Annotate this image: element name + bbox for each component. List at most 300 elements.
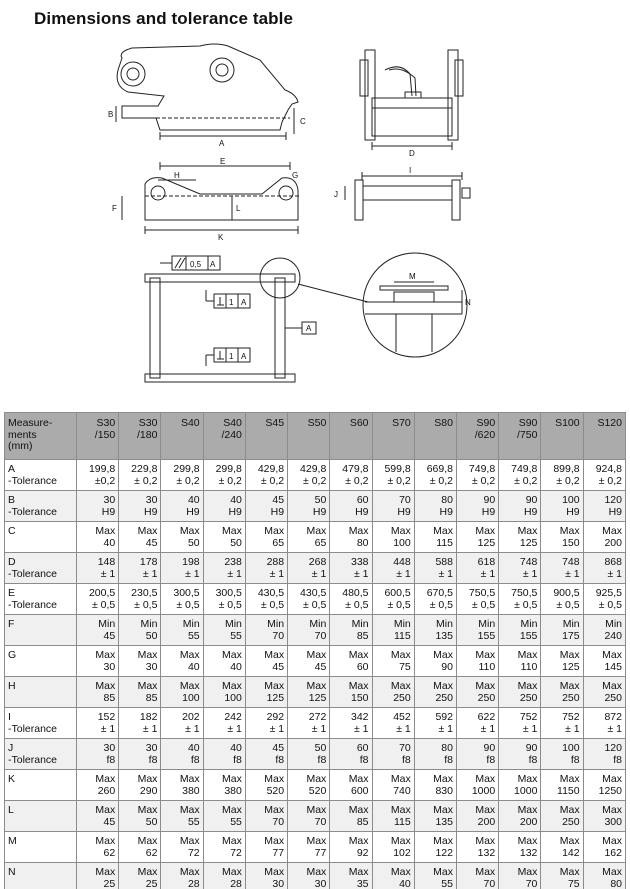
column-header: [372, 413, 414, 460]
row-label-line: -Tolerance: [8, 567, 58, 580]
table-cell-line: Max: [137, 680, 158, 692]
row-label: [5, 553, 77, 584]
table-cell: [330, 708, 372, 739]
column-header: [541, 413, 583, 460]
table-cell: [203, 584, 245, 615]
table-row: [5, 553, 626, 584]
table-cell: [541, 491, 583, 522]
table-cell-line: Max: [475, 649, 496, 661]
table-cell: [541, 863, 583, 889]
column-header: [203, 413, 245, 460]
table-cell-line: 100: [393, 536, 411, 549]
table-cell-line: 30: [103, 494, 116, 506]
table-cell-line: Max: [433, 866, 453, 878]
table-cell-line: 430,5: [257, 587, 285, 599]
table-cell: [456, 522, 498, 553]
table-cell: [541, 801, 583, 832]
table-cell-line: H9: [228, 505, 242, 518]
table-cell: [288, 553, 330, 584]
table-cell-line: 85: [145, 691, 158, 704]
table-cell-line: ± 1: [185, 567, 200, 580]
table-cell-line: ± 0,5: [598, 598, 622, 611]
table-cell-line: 242: [224, 711, 242, 723]
table-cell-line: 28: [230, 877, 242, 889]
table-cell-line: Min: [393, 618, 411, 630]
column-header-line: /180: [137, 428, 158, 441]
parallel-tolerance-ref: A: [210, 260, 216, 269]
table-cell-line: 480,5: [342, 587, 369, 599]
table-cell-line: Max: [602, 680, 622, 692]
table-cell-line: H9: [397, 505, 411, 518]
table-cell-line: 90: [483, 742, 496, 754]
table-cell-line: Max: [95, 866, 116, 878]
table-cell: [414, 553, 456, 584]
table-cell-line: 592: [435, 711, 453, 723]
table-cell: [77, 708, 119, 739]
row-label-line: M: [8, 835, 17, 847]
table-cell: [161, 801, 203, 832]
table-cell-line: f8: [528, 753, 538, 766]
parallel-tolerance-value: 0,5: [190, 260, 202, 269]
table-cell-line: 50: [314, 742, 327, 754]
table-cell: [203, 677, 245, 708]
table-cell-line: Max: [264, 680, 285, 692]
table-cell-line: 132: [519, 846, 538, 859]
row-label: [5, 491, 77, 522]
column-header-line: S100: [555, 417, 580, 429]
table-cell-line: f8: [401, 753, 411, 766]
table-cell-line: 55: [230, 815, 242, 828]
table-cell-line: Max: [137, 804, 158, 816]
table-cell-line: Min: [478, 618, 496, 630]
table-cell-line: 50: [145, 629, 158, 642]
table-cell: [245, 770, 287, 801]
table-cell-line: 250: [562, 815, 580, 828]
table-cell-line: ± 1: [607, 722, 622, 735]
table-cell: [456, 615, 498, 646]
row-label-line: -Tolerance: [8, 505, 58, 518]
column-header-line: S90: [476, 417, 496, 429]
table-cell-line: 200: [477, 815, 496, 828]
table-cell-line: f8: [486, 753, 496, 766]
table-cell-line: 80: [356, 536, 369, 549]
table-cell-line: Max: [95, 773, 116, 785]
table-cell-line: 622: [477, 711, 496, 723]
table-cell-line: Max: [179, 866, 200, 878]
table-cell: [245, 584, 287, 615]
perpendicular-tolerance-ref-2: A: [241, 352, 247, 361]
column-header: [330, 413, 372, 460]
table-row: [5, 584, 626, 615]
table-cell-line: 120: [604, 742, 622, 754]
table-cell-line: 77: [272, 846, 285, 859]
row-label-line: -Tolerance: [8, 598, 58, 611]
table-cell-line: 299,8: [173, 463, 200, 475]
table-cell-line: Min: [562, 618, 580, 630]
table-cell: [414, 522, 456, 553]
table-cell-line: f8: [233, 753, 242, 766]
table-cell-line: f8: [148, 753, 158, 766]
table-row: [5, 615, 626, 646]
table-cell-line: ± 0,2: [471, 474, 496, 487]
table-cell: [288, 522, 330, 553]
table-cell-line: 120: [604, 494, 622, 506]
table-cell-line: 199,8: [88, 463, 116, 475]
table-cell-line: ± 0,2: [345, 474, 369, 487]
table-cell: [245, 832, 287, 863]
table-cell: [541, 646, 583, 677]
table-cell-line: Min: [520, 618, 538, 630]
table-cell: [499, 739, 541, 770]
column-header-line: /150: [94, 428, 116, 441]
table-cell-line: Max: [95, 680, 116, 692]
row-label: [5, 770, 77, 801]
table-cell-line: 70: [525, 877, 538, 889]
table-cell-line: ± 0,5: [345, 598, 369, 611]
table-cell: [203, 522, 245, 553]
column-header-line: /240: [221, 428, 242, 441]
table-cell-line: Max: [475, 525, 496, 537]
table-cell-line: 55: [187, 815, 200, 828]
row-label-line: A: [8, 463, 16, 475]
table-cell-line: ± 0,5: [514, 598, 538, 611]
column-header: [288, 413, 330, 460]
table-cell: [414, 770, 456, 801]
table-cell: [119, 739, 161, 770]
table-cell-line: ± 0,5: [134, 598, 158, 611]
column-header: [119, 413, 161, 460]
table-cell-line: Max: [475, 773, 496, 785]
table-cell: [203, 863, 245, 889]
table-cell-line: Max: [306, 649, 327, 661]
table-cell-line: 448: [393, 556, 411, 568]
table-cell: [119, 863, 161, 889]
row-label-line: K: [8, 773, 16, 785]
table-cell-line: 40: [187, 742, 200, 754]
table-cell: [583, 801, 625, 832]
table-cell: [203, 770, 245, 801]
table-cell: [161, 646, 203, 677]
table-cell-line: Max: [433, 773, 453, 785]
row-label-line: B: [8, 494, 16, 506]
table-cell: [161, 770, 203, 801]
table-cell-line: Max: [95, 804, 116, 816]
table-cell: [583, 708, 625, 739]
label-l: L: [236, 204, 241, 213]
table-cell-line: H9: [439, 505, 453, 518]
table-cell-line: Max: [602, 835, 622, 847]
table-cell-line: 40: [230, 742, 242, 754]
table-cell: [77, 863, 119, 889]
table-cell: [161, 553, 203, 584]
table-cell: [499, 863, 541, 889]
table-cell-line: 230,5: [131, 587, 158, 599]
table-cell: [245, 677, 287, 708]
table-cell-line: 238: [224, 556, 242, 568]
table-cell-line: ± 0,2: [218, 474, 242, 487]
table-cell-line: ± 0,5: [429, 598, 453, 611]
table-cell: [119, 615, 161, 646]
table-cell-line: 342: [351, 711, 369, 723]
table-cell-line: 380: [224, 784, 242, 797]
table-cell-line: Max: [559, 773, 580, 785]
table-cell-line: ± 1: [396, 722, 411, 735]
table-cell: [372, 615, 414, 646]
table-cell-line: Min: [605, 618, 622, 630]
table-cell: [541, 708, 583, 739]
table-cell: [414, 677, 456, 708]
row-label-line: I: [8, 711, 11, 723]
header-measurements: [5, 413, 77, 460]
table-cell: [119, 646, 161, 677]
row-label-line: N: [8, 866, 16, 878]
table-cell-line: Min: [351, 618, 369, 630]
table-cell: [583, 522, 625, 553]
table-cell: [541, 615, 583, 646]
table-cell: [288, 584, 330, 615]
label-e: E: [220, 157, 226, 166]
table-cell-line: Max: [602, 866, 622, 878]
table-cell-line: ± 1: [354, 567, 369, 580]
column-header: [414, 413, 456, 460]
table-cell: [499, 677, 541, 708]
table-cell-line: Max: [264, 773, 285, 785]
table-cell-line: 162: [604, 846, 622, 859]
table-cell: [119, 553, 161, 584]
table-cell: [372, 522, 414, 553]
table-cell-line: 178: [139, 556, 158, 568]
table-cell: [583, 615, 625, 646]
table-cell-line: Max: [306, 866, 327, 878]
table-cell: [414, 801, 456, 832]
table-cell-line: Max: [306, 773, 327, 785]
table-cell-line: ± 0,2: [514, 474, 538, 487]
table-cell-line: 40: [399, 877, 411, 889]
table-cell-line: Max: [475, 835, 496, 847]
table-cell: [372, 708, 414, 739]
table-cell: [245, 615, 287, 646]
table-cell-line: Max: [95, 649, 116, 661]
table-cell-line: f8: [570, 753, 580, 766]
table-cell-line: 380: [182, 784, 200, 797]
table-cell-line: Max: [433, 680, 453, 692]
label-j: J: [334, 190, 338, 199]
table-cell-line: ± 0,2: [429, 474, 453, 487]
label-d: D: [409, 149, 415, 158]
row-label-line: E: [8, 587, 16, 599]
table-cell-line: ± 1: [565, 567, 580, 580]
table-cell: [583, 863, 625, 889]
table-cell: [456, 770, 498, 801]
table-cell-line: ± 0,2: [303, 474, 327, 487]
label-b: B: [108, 110, 114, 119]
table-cell-line: ± 1: [522, 567, 538, 580]
table-cell: [583, 584, 625, 615]
table-cell-line: Max: [348, 649, 369, 661]
table-cell-line: Min: [98, 618, 116, 630]
row-label-line: -Tolerance: [8, 753, 58, 766]
column-header: [499, 413, 541, 460]
table-cell-line: 479,8: [342, 463, 369, 475]
row-label: [5, 677, 77, 708]
table-cell-line: 229,8: [131, 463, 158, 475]
table-cell-line: Max: [559, 835, 580, 847]
table-cell-line: Min: [140, 618, 158, 630]
table-cell: [77, 491, 119, 522]
table-cell: [161, 677, 203, 708]
table-cell: [203, 739, 245, 770]
table-cell-line: H9: [144, 505, 158, 518]
table-cell: [245, 646, 287, 677]
table-cell-line: H9: [355, 505, 369, 518]
table-row: [5, 491, 626, 522]
table-cell: [330, 460, 372, 491]
table-cell-line: 250: [562, 691, 580, 704]
table-cell-line: ± 1: [480, 567, 496, 580]
table-cell-line: 70: [314, 815, 327, 828]
table-row: [5, 832, 626, 863]
table-cell-line: 135: [435, 815, 453, 828]
table-cell-line: Max: [179, 835, 200, 847]
table-cell-line: ± 1: [100, 722, 116, 735]
table-cell-line: 77: [314, 846, 327, 859]
table-cell-line: Max: [390, 835, 411, 847]
table-cell: [77, 677, 119, 708]
table-cell: [77, 801, 119, 832]
table-cell-line: Min: [309, 618, 327, 630]
table-cell-line: 430,5: [300, 587, 327, 599]
table-cell-line: 70: [272, 815, 285, 828]
table-cell-line: 752: [519, 711, 538, 723]
table-cell-line: Max: [179, 773, 200, 785]
table-cell-line: 30: [103, 742, 116, 754]
table-cell-line: Max: [179, 649, 200, 661]
table-row: [5, 460, 626, 491]
table-cell-line: Max: [559, 866, 580, 878]
table-cell: [245, 739, 287, 770]
table-cell-line: 429,8: [300, 463, 327, 475]
pin-drawing: [345, 172, 470, 220]
table-cell-line: 250: [519, 691, 538, 704]
table-cell: [456, 739, 498, 770]
table-cell-line: 40: [230, 494, 242, 506]
table-cell: [77, 832, 119, 863]
table-cell: [541, 770, 583, 801]
dimensions-table: [4, 412, 626, 889]
table-cell-line: 75: [567, 877, 580, 889]
column-header-line: S30: [138, 417, 158, 429]
table-cell: [330, 522, 372, 553]
table-cell: [245, 553, 287, 584]
table-cell-line: Max: [264, 804, 285, 816]
table-cell: [77, 460, 119, 491]
table-cell: [414, 615, 456, 646]
table-cell-line: 1000: [514, 784, 538, 797]
table-cell: [288, 460, 330, 491]
table-cell-line: 899,8: [553, 463, 580, 475]
table-cell-line: ± 1: [438, 722, 453, 735]
table-cell-line: 80: [441, 494, 453, 506]
table-cell-line: 25: [103, 877, 116, 889]
table-cell-line: Max: [137, 835, 158, 847]
table-cell-line: Max: [137, 525, 158, 537]
table-cell-line: Max: [517, 773, 538, 785]
table-body: [5, 460, 626, 889]
table-cell: [288, 801, 330, 832]
table-cell: [119, 491, 161, 522]
table-cell-line: 200: [519, 815, 538, 828]
table-cell-line: Max: [517, 866, 538, 878]
table-cell: [245, 522, 287, 553]
table-cell-line: Max: [179, 680, 200, 692]
table-cell-line: 740: [393, 784, 411, 797]
table-cell-line: ±0,2: [94, 474, 116, 487]
table-cell-line: 62: [103, 846, 116, 859]
table-cell: [372, 677, 414, 708]
table-cell-line: 115: [394, 629, 411, 642]
table-cell-line: 72: [187, 846, 200, 859]
table-cell: [203, 460, 245, 491]
table-cell-line: 110: [520, 660, 538, 673]
table-cell-line: Max: [95, 835, 116, 847]
plan-view-drawing: [122, 162, 300, 234]
table-cell-line: Max: [264, 866, 285, 878]
row-label-line: -Tolerance: [8, 722, 58, 735]
table-cell-line: H9: [608, 505, 622, 518]
table-cell: [499, 584, 541, 615]
table-cell: [330, 739, 372, 770]
table-cell-line: Max: [306, 835, 327, 847]
table-cell-line: 102: [393, 846, 411, 859]
table-cell: [541, 522, 583, 553]
table-cell-line: Max: [390, 680, 411, 692]
table-cell-line: H9: [523, 505, 538, 518]
table-cell-line: 182: [139, 711, 158, 723]
table-cell: [330, 801, 372, 832]
frame-drawing: [145, 253, 467, 382]
table-cell: [330, 832, 372, 863]
row-label: [5, 863, 77, 889]
table-cell-line: ± 1: [607, 567, 622, 580]
table-cell-line: 125: [519, 536, 538, 549]
table-cell-line: 520: [308, 784, 327, 797]
table-cell-line: ± 0,5: [303, 598, 327, 611]
table-cell-line: Max: [179, 804, 200, 816]
table-cell-line: 30: [145, 660, 158, 673]
table-cell-line: Max: [475, 804, 496, 816]
table-cell: [583, 677, 625, 708]
table-cell-line: 250: [393, 691, 411, 704]
table-cell: [499, 615, 541, 646]
table-row: [5, 770, 626, 801]
table-cell-line: 80: [441, 742, 453, 754]
table-cell-line: 65: [314, 536, 327, 549]
table-cell-line: ± 0,2: [556, 474, 580, 487]
table-cell: [541, 832, 583, 863]
table-cell: [119, 770, 161, 801]
table-cell: [456, 553, 498, 584]
table-cell-line: ± 0,2: [598, 474, 622, 487]
table-cell-line: ± 1: [522, 722, 538, 735]
table-cell-line: ± 0,5: [176, 598, 200, 611]
table-cell-line: Max: [559, 525, 580, 537]
table-cell: [541, 739, 583, 770]
table-cell-line: ± 1: [311, 722, 327, 735]
table-cell-line: 125: [308, 691, 327, 704]
table-cell-line: ± 0,5: [91, 598, 116, 611]
table-cell-line: 338: [351, 556, 369, 568]
table-cell-line: 30: [145, 494, 158, 506]
